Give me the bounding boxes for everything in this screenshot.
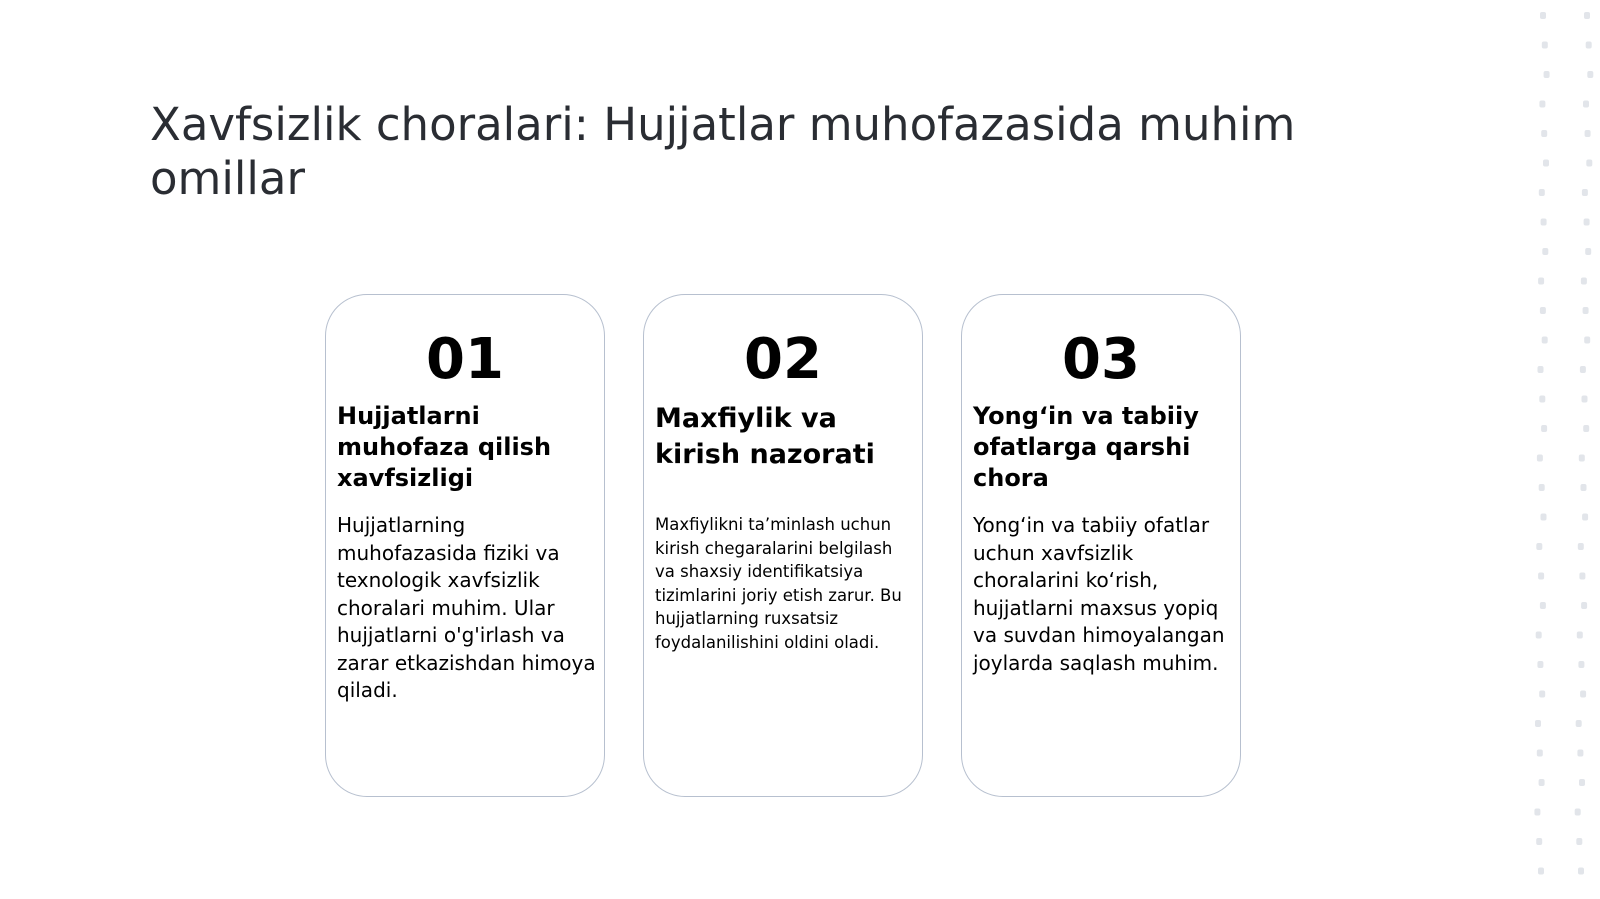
decorative-dot (1541, 130, 1547, 137)
card-body: Hujjatlarning muhofazasida fiziki va texnologik xavfsizlik choralari muhim. Ular hujjatlarni o'g'irlash va zarar etkazishdan himoya qiladi. (337, 513, 596, 702)
decorative-dot (1578, 868, 1584, 875)
card-body: Maxfiylikni ta’minlash uchun kirish chegaralarini belgilash va shaxsiy identifikatsiya tizimlarini joriy etish zarur. Bu hujjatlarning ruxsatsiz foydalanilishini oldini oladi. (655, 515, 902, 652)
decorative-dot (1577, 750, 1583, 757)
decorative-dot (1576, 720, 1582, 727)
decorative-dot (1542, 42, 1548, 49)
card-3 (961, 294, 1241, 797)
card-1 (325, 294, 605, 797)
decorative-dot (1541, 219, 1547, 226)
decorative-dot (1582, 514, 1588, 521)
decorative-dot (1581, 278, 1587, 285)
decorative-dot (1582, 396, 1588, 403)
decorative-dot (1579, 779, 1585, 786)
decorative-dot (1540, 307, 1546, 314)
decorative-dot (1542, 248, 1548, 255)
decorative-dot (1587, 71, 1593, 78)
decorative-dot (1537, 455, 1543, 462)
decorative-dot (1539, 396, 1545, 403)
decorative-dot (1583, 307, 1589, 314)
decorative-dot (1538, 366, 1544, 373)
decorative-dot (1581, 602, 1587, 609)
decorative-dot (1583, 101, 1589, 108)
decorative-dot (1537, 661, 1543, 668)
decorative-dot (1538, 573, 1544, 580)
decorative-dot (1586, 42, 1592, 49)
decorative-dot (1535, 720, 1541, 727)
card-heading: Hujjatlarni muhofaza qilish xavfsizligi (337, 402, 552, 492)
decorative-dot (1537, 750, 1543, 757)
decorative-dot (1541, 514, 1547, 521)
decorative-dot (1540, 12, 1546, 19)
card-heading: Maxfiylik va kirish nazorati (655, 403, 875, 470)
decorative-dot (1576, 838, 1582, 845)
decorative-dot (1578, 543, 1584, 550)
decorative-dot (1579, 455, 1585, 462)
decorative-dot (1585, 130, 1591, 137)
decorative-dot (1542, 337, 1548, 344)
decorative-dot (1578, 661, 1584, 668)
decorative-dot (1580, 366, 1586, 373)
decorative-dot (1575, 809, 1581, 816)
decorative-dot (1582, 189, 1588, 196)
card-number: 03 (1062, 327, 1140, 392)
card-2 (643, 294, 923, 797)
decorative-dot (1536, 632, 1542, 639)
decorative-dot (1584, 337, 1590, 344)
decorative-dot (1581, 484, 1587, 491)
decorative-dot (1541, 425, 1547, 432)
decorative-dot (1585, 248, 1591, 255)
card-number: 01 (426, 327, 504, 392)
decorative-dot (1577, 632, 1583, 639)
decorative-dot (1536, 543, 1542, 550)
decorative-dot (1586, 160, 1592, 167)
card-number: 02 (744, 327, 822, 392)
decorative-dot (1539, 189, 1545, 196)
decorative-dot (1584, 219, 1590, 226)
decorative-dot (1539, 101, 1545, 108)
dot-group (1534, 12, 1593, 875)
card-body: Yong‘in va tabiiy ofatlar uchun xavfsizlik choralarini ko‘rish, hujjatlarni maxsus yopiq va suvdan himoyalangan joylarda saqlash muhim. (973, 513, 1225, 675)
decorative-dot-pattern (1400, 0, 1600, 899)
decorative-dot (1538, 868, 1544, 875)
slide-title: Xavfsizlik choralari: Hujjatlar muhofazasida muhim omillar (150, 98, 1296, 205)
card-heading: Yong‘in va tabiiy ofatlarga qarshi chora (973, 402, 1199, 492)
decorative-dot (1539, 484, 1545, 491)
decorative-dot (1583, 425, 1589, 432)
decorative-dot (1536, 838, 1542, 845)
decorative-dot (1584, 12, 1590, 19)
decorative-dot (1539, 779, 1545, 786)
decorative-dot (1544, 71, 1550, 78)
decorative-dot (1579, 573, 1585, 580)
decorative-dot (1539, 691, 1545, 698)
decorative-dot (1540, 602, 1546, 609)
decorative-dot (1534, 809, 1540, 816)
decorative-dot (1580, 691, 1586, 698)
decorative-dot (1538, 278, 1544, 285)
decorative-dot (1543, 160, 1549, 167)
